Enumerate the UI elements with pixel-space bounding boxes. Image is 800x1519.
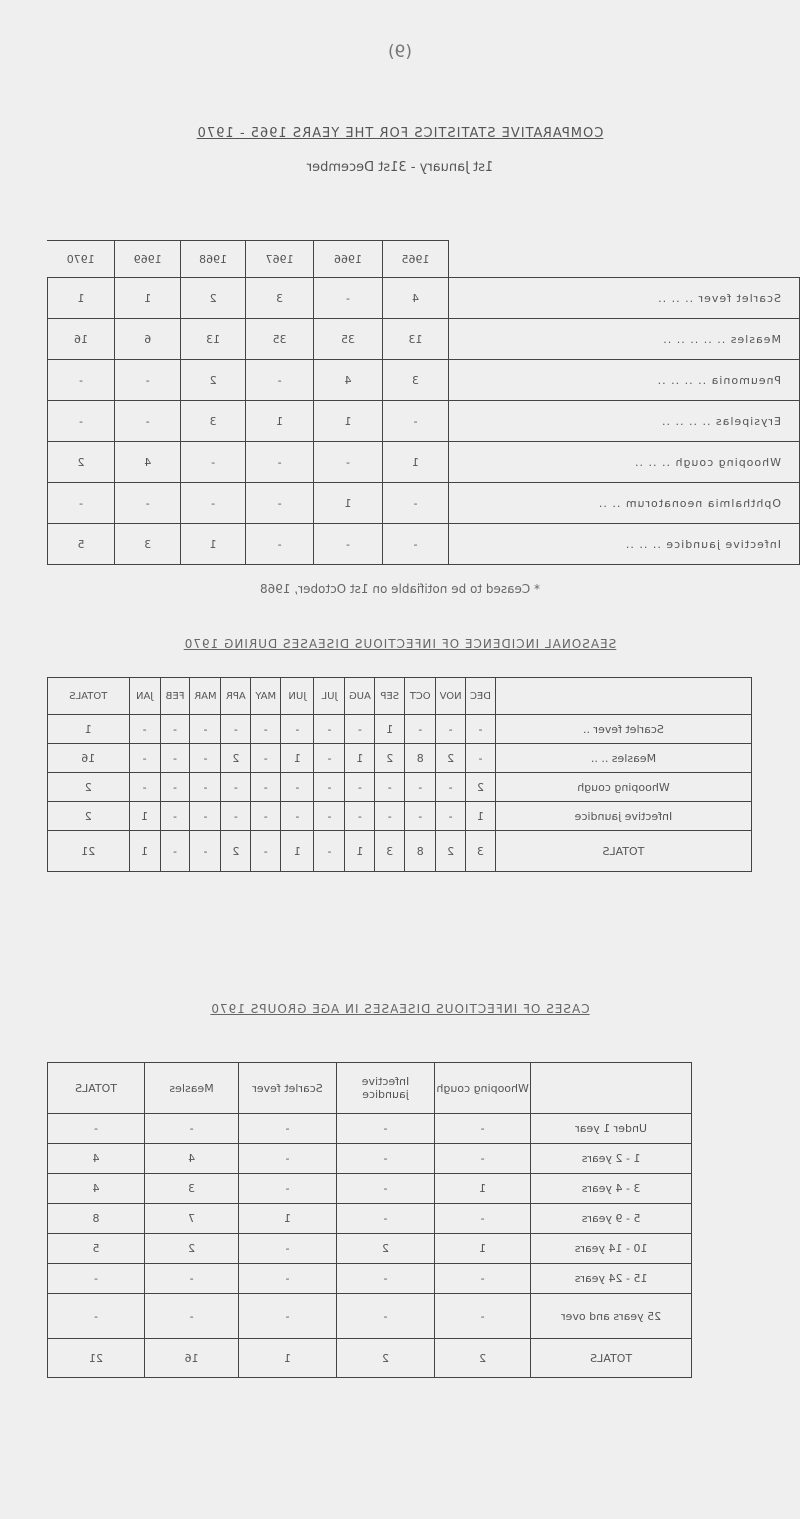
month-header: MAR bbox=[190, 678, 221, 715]
subtitle-date-range: 1st January - 31st December bbox=[306, 160, 494, 175]
cell: - bbox=[345, 802, 375, 831]
table-header-row bbox=[48, 241, 800, 278]
table-row bbox=[48, 1204, 692, 1234]
cell: 1 bbox=[435, 1174, 531, 1204]
cell: - bbox=[190, 744, 221, 773]
column-header: Scarlet fever bbox=[239, 1063, 337, 1114]
table-row bbox=[48, 278, 800, 319]
year-header: 1968 bbox=[181, 241, 245, 278]
cell: 2 bbox=[221, 831, 251, 872]
row-label: Measles .. .. bbox=[495, 744, 751, 773]
cell: - bbox=[239, 1264, 337, 1294]
cell: 2 bbox=[436, 831, 466, 872]
month-header: MAY bbox=[251, 678, 281, 715]
month-header: OCT bbox=[405, 678, 436, 715]
cell: 2 bbox=[181, 360, 245, 401]
cell: - bbox=[251, 715, 281, 744]
cell: 35 bbox=[245, 319, 313, 360]
row-label: Ophthalmia neonatorum .. .. bbox=[449, 483, 800, 524]
row-label: 10 - 14 years bbox=[531, 1234, 692, 1264]
row-label: Infective jaundice bbox=[495, 802, 751, 831]
cell: - bbox=[190, 715, 221, 744]
cell: 1 bbox=[181, 524, 245, 565]
table-row bbox=[48, 715, 752, 744]
cell: - bbox=[466, 715, 496, 744]
cell: 8 bbox=[48, 1204, 145, 1234]
cell: - bbox=[375, 802, 405, 831]
cell: - bbox=[190, 831, 221, 872]
cell: - bbox=[405, 715, 436, 744]
year-header: 1965 bbox=[382, 241, 448, 278]
cell: - bbox=[382, 524, 448, 565]
cell: 1 bbox=[314, 483, 382, 524]
cell: - bbox=[48, 1294, 145, 1339]
row-label: Pneumonia .. .. .. .. bbox=[449, 360, 800, 401]
cell: 1 bbox=[466, 802, 496, 831]
cell: - bbox=[336, 1264, 434, 1294]
cell: - bbox=[314, 802, 345, 831]
cell: - bbox=[405, 773, 436, 802]
cell: - bbox=[336, 1174, 434, 1204]
header-corner bbox=[449, 241, 800, 278]
table-row bbox=[48, 744, 752, 773]
table-row bbox=[48, 483, 800, 524]
table-row bbox=[48, 1264, 692, 1294]
column-header: Infective jaundice bbox=[336, 1063, 434, 1114]
cell: - bbox=[375, 773, 405, 802]
cell: - bbox=[436, 802, 466, 831]
year-header: 1970 bbox=[48, 241, 115, 278]
cell: - bbox=[145, 1294, 239, 1339]
column-header: Measles bbox=[145, 1063, 239, 1114]
cell: - bbox=[245, 483, 313, 524]
cell: - bbox=[435, 1294, 531, 1339]
cell: - bbox=[48, 1264, 145, 1294]
cell: 1 bbox=[345, 831, 375, 872]
cell: - bbox=[314, 773, 345, 802]
cell: 3 bbox=[245, 278, 313, 319]
cell: - bbox=[251, 831, 281, 872]
row-total: 21 bbox=[48, 831, 130, 872]
row-total: 2 bbox=[48, 773, 130, 802]
cell: - bbox=[251, 773, 281, 802]
cell: - bbox=[160, 831, 190, 872]
year-header: 1966 bbox=[314, 241, 382, 278]
cell: - bbox=[336, 1114, 434, 1144]
cell: 4 bbox=[114, 442, 180, 483]
cell: - bbox=[129, 715, 160, 744]
cell: - bbox=[314, 715, 345, 744]
table-row bbox=[48, 401, 800, 442]
cell: 1 bbox=[239, 1204, 337, 1234]
cell: 6 bbox=[114, 319, 180, 360]
cell: 35 bbox=[314, 319, 382, 360]
cell: - bbox=[436, 773, 466, 802]
header-corner bbox=[531, 1063, 692, 1114]
cell: - bbox=[239, 1234, 337, 1264]
cell: - bbox=[48, 1114, 145, 1144]
cell: - bbox=[239, 1114, 337, 1144]
cell: - bbox=[251, 744, 281, 773]
cell: - bbox=[190, 773, 221, 802]
cell: 3 bbox=[114, 524, 180, 565]
cell: 8 bbox=[405, 744, 436, 773]
cell: - bbox=[281, 773, 314, 802]
row-label: Under 1 year bbox=[531, 1114, 692, 1144]
cell: - bbox=[239, 1174, 337, 1204]
comparative-statistics-table bbox=[47, 240, 800, 565]
cell: - bbox=[435, 1114, 531, 1144]
month-header: JUN bbox=[281, 678, 314, 715]
cell: - bbox=[336, 1294, 434, 1339]
title-seasonal-incidence: SEASONAL INCIDENCE OF INFECTIOUS DISEASES DURING 1970 bbox=[183, 637, 617, 651]
cell: - bbox=[114, 360, 180, 401]
cell: 21 bbox=[48, 1339, 145, 1378]
table-row bbox=[48, 802, 752, 831]
cell: 1 bbox=[129, 802, 160, 831]
row-label: 3 - 4 years bbox=[531, 1174, 692, 1204]
cell: - bbox=[314, 744, 345, 773]
month-header: JUL bbox=[314, 678, 345, 715]
cell: - bbox=[435, 1204, 531, 1234]
month-header: SEP bbox=[375, 678, 405, 715]
cell: - bbox=[160, 715, 190, 744]
cell: - bbox=[190, 802, 221, 831]
cell: 4 bbox=[314, 360, 382, 401]
cell: 16 bbox=[145, 1339, 239, 1378]
cell: - bbox=[181, 442, 245, 483]
cell: - bbox=[48, 401, 115, 442]
table-header-row bbox=[48, 678, 752, 715]
cell: - bbox=[382, 401, 448, 442]
row-label: Scarlet fever .. bbox=[495, 715, 751, 744]
table-row bbox=[48, 442, 800, 483]
cell: 4 bbox=[145, 1144, 239, 1174]
year-header: 1967 bbox=[245, 241, 313, 278]
cell: 2 bbox=[435, 1339, 531, 1378]
totals-row bbox=[48, 1339, 692, 1378]
cell: - bbox=[466, 744, 496, 773]
cell: 2 bbox=[48, 442, 115, 483]
column-header: TOTALS bbox=[48, 1063, 145, 1114]
table-row bbox=[48, 773, 752, 802]
cell: - bbox=[114, 401, 180, 442]
cell: 1 bbox=[375, 715, 405, 744]
cell: 3 bbox=[181, 401, 245, 442]
month-header: APR bbox=[221, 678, 251, 715]
cell: 2 bbox=[145, 1234, 239, 1264]
row-label: Erysipelas .. .. .. .. bbox=[449, 401, 800, 442]
cell: 1 bbox=[114, 278, 180, 319]
month-header: FEB bbox=[160, 678, 190, 715]
cell: 1 bbox=[314, 401, 382, 442]
cell: 13 bbox=[382, 319, 448, 360]
row-label: Measles .. .. .. .. .. bbox=[449, 319, 800, 360]
seasonal-incidence-table bbox=[47, 677, 752, 872]
month-header: JAN bbox=[129, 678, 160, 715]
cell: - bbox=[114, 483, 180, 524]
cell: 3 bbox=[375, 831, 405, 872]
cell: 2 bbox=[436, 744, 466, 773]
row-label: 25 years and over bbox=[531, 1294, 692, 1339]
totals-header: TOTALS bbox=[48, 678, 130, 715]
cell: 3 bbox=[466, 831, 496, 872]
cell: 5 bbox=[48, 524, 115, 565]
table-row bbox=[48, 524, 800, 565]
cell: - bbox=[221, 715, 251, 744]
cell: 2 bbox=[336, 1234, 434, 1264]
cell: 4 bbox=[382, 278, 448, 319]
cell: - bbox=[145, 1114, 239, 1144]
row-label: TOTALS bbox=[495, 831, 751, 872]
cell: 1 bbox=[281, 831, 314, 872]
cell: 1 bbox=[345, 744, 375, 773]
cell: - bbox=[160, 802, 190, 831]
row-label: Whooping cough .. .. .. bbox=[449, 442, 800, 483]
cell: - bbox=[160, 773, 190, 802]
row-label: Scarlet fever .. .. .. bbox=[449, 278, 800, 319]
cell: - bbox=[221, 773, 251, 802]
cell: 2 bbox=[336, 1339, 434, 1378]
cell: - bbox=[245, 524, 313, 565]
cell: - bbox=[48, 483, 115, 524]
cell: 4 bbox=[48, 1174, 145, 1204]
cell: - bbox=[314, 524, 382, 565]
cell: - bbox=[405, 802, 436, 831]
table-header-row bbox=[48, 1063, 692, 1114]
table-row bbox=[48, 360, 800, 401]
cell: 2 bbox=[375, 744, 405, 773]
cell: - bbox=[345, 773, 375, 802]
title-age-groups: CASES OF INFECTIOUS DISEASES IN AGE GROUPS 1970 bbox=[210, 1002, 590, 1016]
cell: - bbox=[281, 715, 314, 744]
row-total: 1 bbox=[48, 715, 130, 744]
cell: - bbox=[129, 773, 160, 802]
table-row bbox=[48, 1234, 692, 1264]
cell: - bbox=[145, 1264, 239, 1294]
row-label: 15 - 24 years bbox=[531, 1264, 692, 1294]
cell: 1 bbox=[435, 1234, 531, 1264]
cell: - bbox=[314, 278, 382, 319]
cell: - bbox=[245, 442, 313, 483]
footnote: * Ceased to be notifiable on 1st October, 1968 bbox=[259, 582, 541, 596]
cell: - bbox=[435, 1264, 531, 1294]
cell: - bbox=[435, 1144, 531, 1174]
cell: - bbox=[129, 744, 160, 773]
row-label: 1 - 2 years bbox=[531, 1144, 692, 1174]
row-label: Infective jaundice .. .. .. bbox=[449, 524, 800, 565]
cell: 3 bbox=[145, 1174, 239, 1204]
cell: 1 bbox=[239, 1339, 337, 1378]
cell: - bbox=[160, 744, 190, 773]
row-label: TOTALS bbox=[531, 1339, 692, 1378]
table-row bbox=[48, 319, 800, 360]
row-total: 2 bbox=[48, 802, 130, 831]
cell: - bbox=[314, 442, 382, 483]
age-groups-table bbox=[47, 1062, 692, 1378]
cell: - bbox=[314, 831, 345, 872]
cell: 7 bbox=[145, 1204, 239, 1234]
cell: - bbox=[239, 1144, 337, 1174]
cell: - bbox=[336, 1204, 434, 1234]
row-label: 5 - 9 years bbox=[531, 1204, 692, 1234]
cell: 5 bbox=[48, 1234, 145, 1264]
cell: 2 bbox=[221, 744, 251, 773]
table-row bbox=[48, 1174, 692, 1204]
row-total: 16 bbox=[48, 744, 130, 773]
cell: - bbox=[436, 715, 466, 744]
cell: - bbox=[345, 715, 375, 744]
cell: 1 bbox=[281, 744, 314, 773]
month-header: DEC bbox=[466, 678, 496, 715]
cell: 1 bbox=[245, 401, 313, 442]
cell: - bbox=[48, 360, 115, 401]
totals-row bbox=[48, 831, 752, 872]
cell: - bbox=[221, 802, 251, 831]
cell: - bbox=[281, 802, 314, 831]
month-header: NOV bbox=[436, 678, 466, 715]
header-corner bbox=[495, 678, 751, 715]
cell: 1 bbox=[129, 831, 160, 872]
cell: 2 bbox=[466, 773, 496, 802]
cell: 16 bbox=[48, 319, 115, 360]
table-row bbox=[48, 1144, 692, 1174]
column-header: Whooping cough bbox=[435, 1063, 531, 1114]
cell: 2 bbox=[181, 278, 245, 319]
cell: 8 bbox=[405, 831, 436, 872]
cell: 4 bbox=[48, 1144, 145, 1174]
table-row bbox=[48, 1114, 692, 1144]
month-header: AUG bbox=[345, 678, 375, 715]
title-comparative-statistics: COMPARATIVE STATISTICS FOR THE YEARS 1965 - 1970 bbox=[196, 126, 604, 141]
cell: - bbox=[251, 802, 281, 831]
cell: - bbox=[245, 360, 313, 401]
year-header: 1969 bbox=[114, 241, 180, 278]
cell: 3 bbox=[382, 360, 448, 401]
cell: 13 bbox=[181, 319, 245, 360]
row-label: Whooping cough bbox=[495, 773, 751, 802]
cell: - bbox=[382, 483, 448, 524]
cell: 1 bbox=[48, 278, 115, 319]
cell: - bbox=[336, 1144, 434, 1174]
cell: - bbox=[239, 1294, 337, 1339]
cell: - bbox=[181, 483, 245, 524]
cell: 1 bbox=[382, 442, 448, 483]
table-row bbox=[48, 1294, 692, 1339]
page-number: (9) bbox=[387, 42, 413, 62]
